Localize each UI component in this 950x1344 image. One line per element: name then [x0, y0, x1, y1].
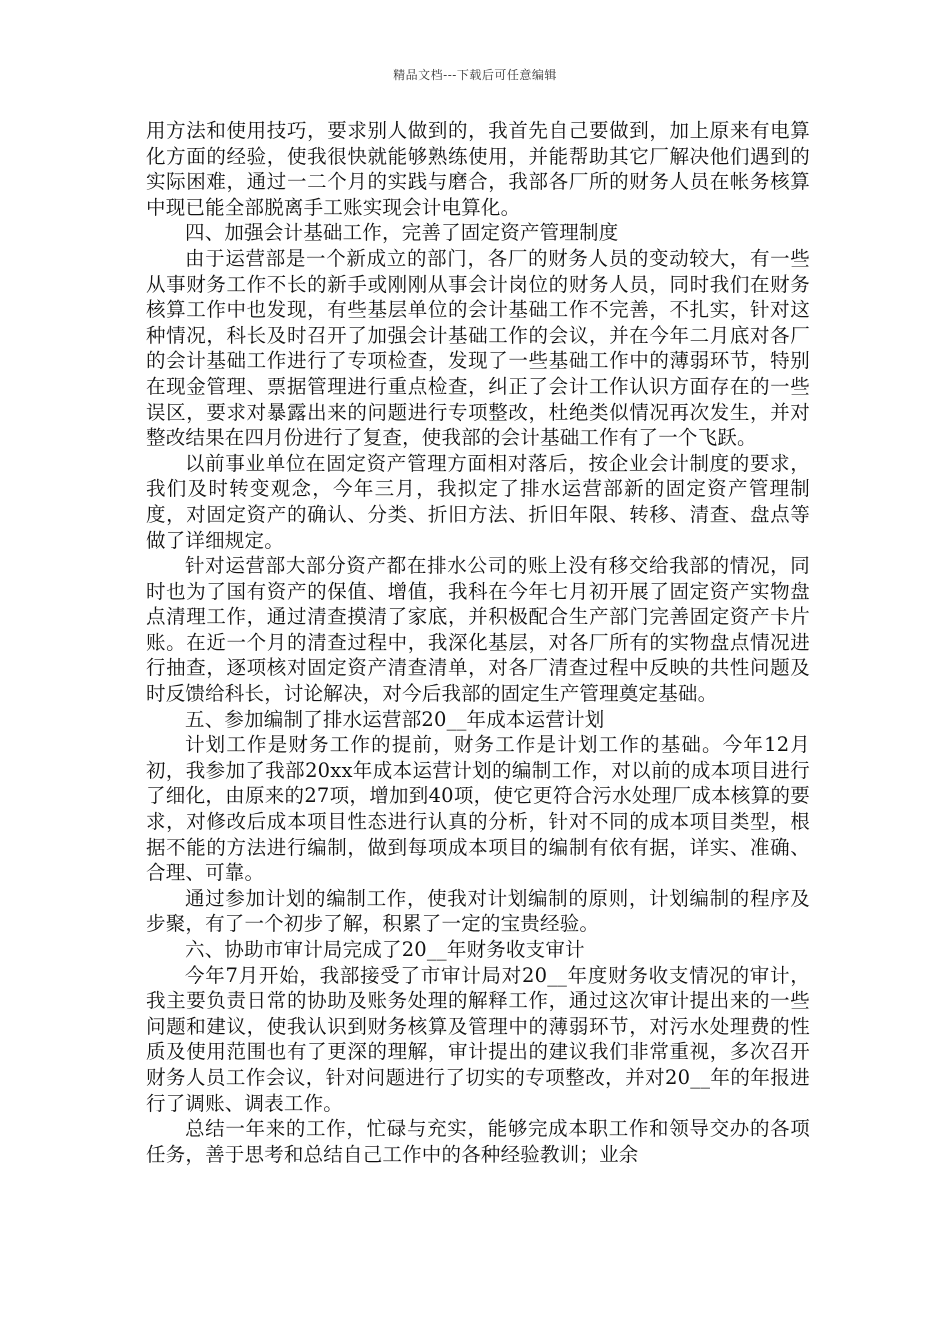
section-heading-5: 五、参加编制了排水运营部20__年成本运营计划 — [185, 707, 605, 731]
section-heading-6: 六、协助市审计局完成了20__年财务收支审计 — [185, 938, 585, 961]
section-heading-4: 四、加强会计基础工作，完善了固定资产管理制度 — [185, 221, 619, 245]
paragraph: 通过参加计划的编制工作，使我对计划编制的原则，计划编制的程序及步聚，有了一个初步了解，积累了一定的宝贵经验。 — [146, 886, 810, 936]
paragraph: 计划工作是财务工作的提前，财务工作是计划工作的基础。今年12月初，我参加了我部20xx年成本运营计划的编制工作，对以前的成本项目进行了细化，由原来的27项，增加到40项，使它更符合污水处理厂成本核算的要求，对修改后成本项目性态进行认真的分析，针对不同的成本项目类型，根据不能的方法进行编制，做到每项成本项目的编制有依有据，详实、准确、合理、可靠。 — [146, 733, 810, 885]
paragraph: 总结一年来的工作，忙碌与充实，能够完成本职工作和领导交办的各项任务，善于思考和总结自己工作中的各种经验教训；业余 — [146, 1117, 810, 1166]
paragraph: 今年7月开始，我部接受了市审计局对20__年度财务收支情况的审计，我主要负责日常的协助及账务处理的解释工作，通过这次审计提出来的一些问题和建议，使我认识到财务核算及管理中的薄弱环节，对污水处理费的性质及使用范围也有了更深的理解，审计提出的建议我们非常重视，多次召开财务人员工作会议，针对问题进行了切实的专项整改，并对20__年的年报进行了调账、调表工作。 — [146, 963, 810, 1115]
page-header: 精品文档---下载后可任意编辑 — [393, 68, 557, 82]
document-body — [146, 118, 810, 1167]
paragraph-continuation: 用方法和使用技巧，要求别人做到的，我首先自己要做到，加上原来有电算化方面的经验，使我很快就能够熟练使用，并能帮助其它厂解决他们遇到的实际困难，通过一二个月的实践与磨合，我部各厂所的财务人员在帐务核算中现已能全部脱离手工账实现会计电算化。 — [146, 119, 810, 219]
paragraph: 针对运营部大部分资产都在排水公司的账上没有移交给我部的情况，同时也为了国有资产的保值、增值，我科在今年七月初开展了固定资产实物盘点清理工作，通过清查摸清了家底，并积极配合生产部门完善固定资产卡片账。在近一个月的清查过程中，我深化基层，对各厂所有的实物盘点情况进行抽查，逐项核对固定资产清查清单，对各厂清查过程中反映的共性问题及时反馈给科长，讨论解决，对今后我部的固定生产管理奠定基础。 — [146, 554, 810, 706]
paragraph: 由于运营部是一个新成立的部门，各厂的财务人员的变动较大，有一些从事财务工作不长的新手或刚刚从事会计岗位的财务人员，同时我们在财务核算工作中也发现，有些基层单位的会计基础工作不完善，不扎实，针对这种情况，科长及时召开了加强会计基础工作的会议，并在今年二月底对各厂的会计基础工作进行了专项检查，发现了一些基础工作中的薄弱环节，特别在现金管理、票据管理进行重点检查，纠正了会计工作认识方面存在的一些误区，要求对暴露出来的问题进行专项整改，杜绝类似情况再次发生，并对整改结果在四月份进行了复查，使我部的会计基础工作有了一个飞跃。 — [146, 246, 810, 450]
paragraph: 以前事业单位在固定资产管理方面相对落后，按企业会计制度的要求，我们及时转变观念，今年三月，我拟定了排水运营部新的固定资产管理制度，对固定资产的确认、分类、折旧方法、折旧年限、转移、清查、盘点等做了详细规定。 — [146, 451, 810, 552]
